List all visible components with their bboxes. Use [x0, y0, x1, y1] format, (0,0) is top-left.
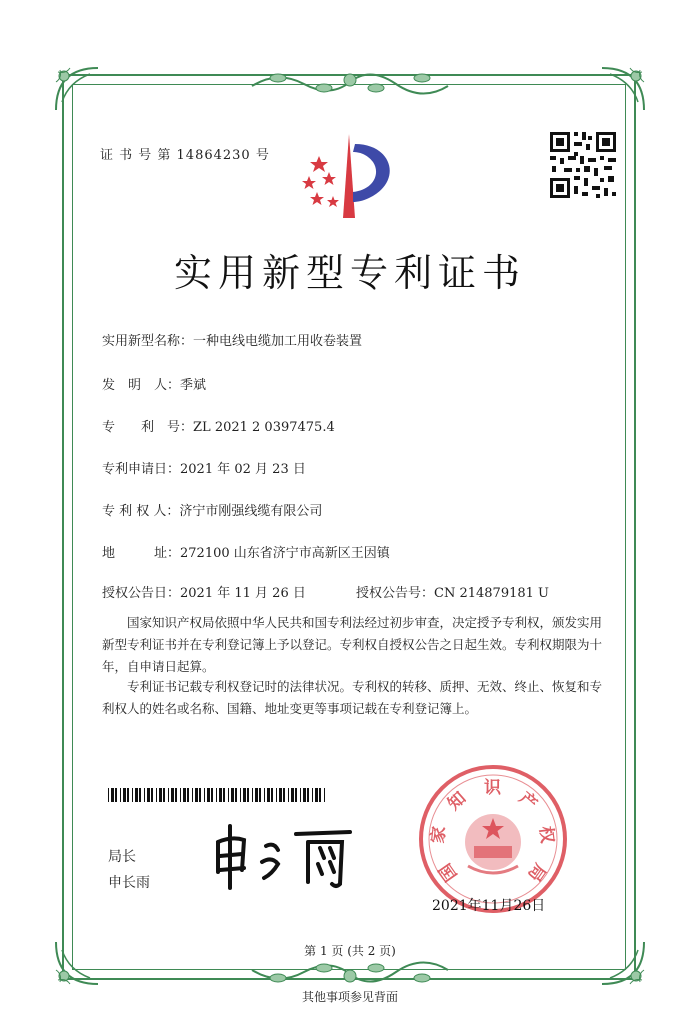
seal-character: 局	[523, 859, 550, 885]
corner-ornament-top-right	[596, 62, 650, 116]
certificate-title: 实用新型专利证书	[173, 251, 526, 295]
director-name: 申长雨	[108, 875, 150, 891]
field-label: 专利申请日：	[102, 462, 181, 477]
qr-code-icon	[548, 130, 618, 200]
seal-character: 识	[484, 778, 501, 798]
field-value: 272100 山东省济宁市高新区王因镇	[180, 546, 390, 561]
field-value: 季斌	[180, 378, 207, 393]
grant-statement-paragraph: 国家知识产权局依照中华人民共和国专利法经过初步审查，决定授予专利权，颁发实用新型专利证书并在专利登记簿上予以登记。专利权自授权公告之日起生效。专利权期限为十年，自申请日起算。	[102, 615, 603, 674]
seal-character: 知	[443, 788, 470, 815]
field-label: 地 址：	[102, 546, 181, 561]
field-patent-number	[102, 416, 335, 435]
patent-office-logo-icon	[295, 126, 407, 226]
field-address	[102, 542, 390, 561]
seal-character: 权	[534, 825, 557, 845]
field-value: CN 214879181 U	[434, 586, 549, 601]
seal-character: 家	[428, 825, 451, 845]
director-signature	[210, 812, 360, 892]
field-label: 发 明 人：	[102, 378, 181, 393]
vine-ornament-top	[248, 66, 452, 98]
field-value: 济宁市刚强线缆有限公司	[179, 504, 323, 519]
field-grant-number	[356, 582, 549, 601]
field-value: ZL 2021 2 0397475.4	[193, 420, 335, 435]
vine-ornament-bottom	[248, 958, 452, 990]
field-label: 专 利 号：	[102, 420, 194, 435]
field-utility-model-name	[102, 330, 362, 349]
certificate-number: 证 书 号 第 14864230 号	[100, 148, 270, 163]
corner-ornament-top-left	[50, 62, 104, 116]
page-number: 第 1 页 (共 2 页)	[304, 944, 396, 958]
field-value: 2021 年 02 月 23 日	[180, 462, 306, 477]
legal-status-paragraph: 专利证书记载专利权登记时的法律状况。专利权的转移、质押、无效、终止、恢复和专利权人的姓名或名称、国籍、地址变更等事项记载在专利登记簿上。	[102, 679, 603, 716]
field-label: 实用新型名称：	[102, 334, 194, 349]
field-label: 专 利 权 人：	[102, 504, 180, 519]
barcode-icon	[108, 788, 328, 802]
seal-character: 国	[435, 859, 462, 885]
field-label: 授权公告号：	[356, 586, 435, 601]
field-grant-date	[102, 582, 306, 601]
field-inventor	[102, 374, 206, 393]
field-value: 2021 年 11 月 26 日	[180, 586, 306, 601]
footer-note: 其他事项参见背面	[301, 990, 398, 1004]
field-label: 授权公告日：	[102, 586, 181, 601]
director-title: 局长	[108, 849, 136, 865]
field-value: 一种电线电缆加工用收卷装置	[193, 334, 363, 349]
seal-character: 产	[515, 788, 542, 815]
field-filing-date	[102, 458, 306, 477]
seal-date: 2021年11月26日	[432, 898, 546, 914]
field-patentee	[102, 500, 322, 519]
